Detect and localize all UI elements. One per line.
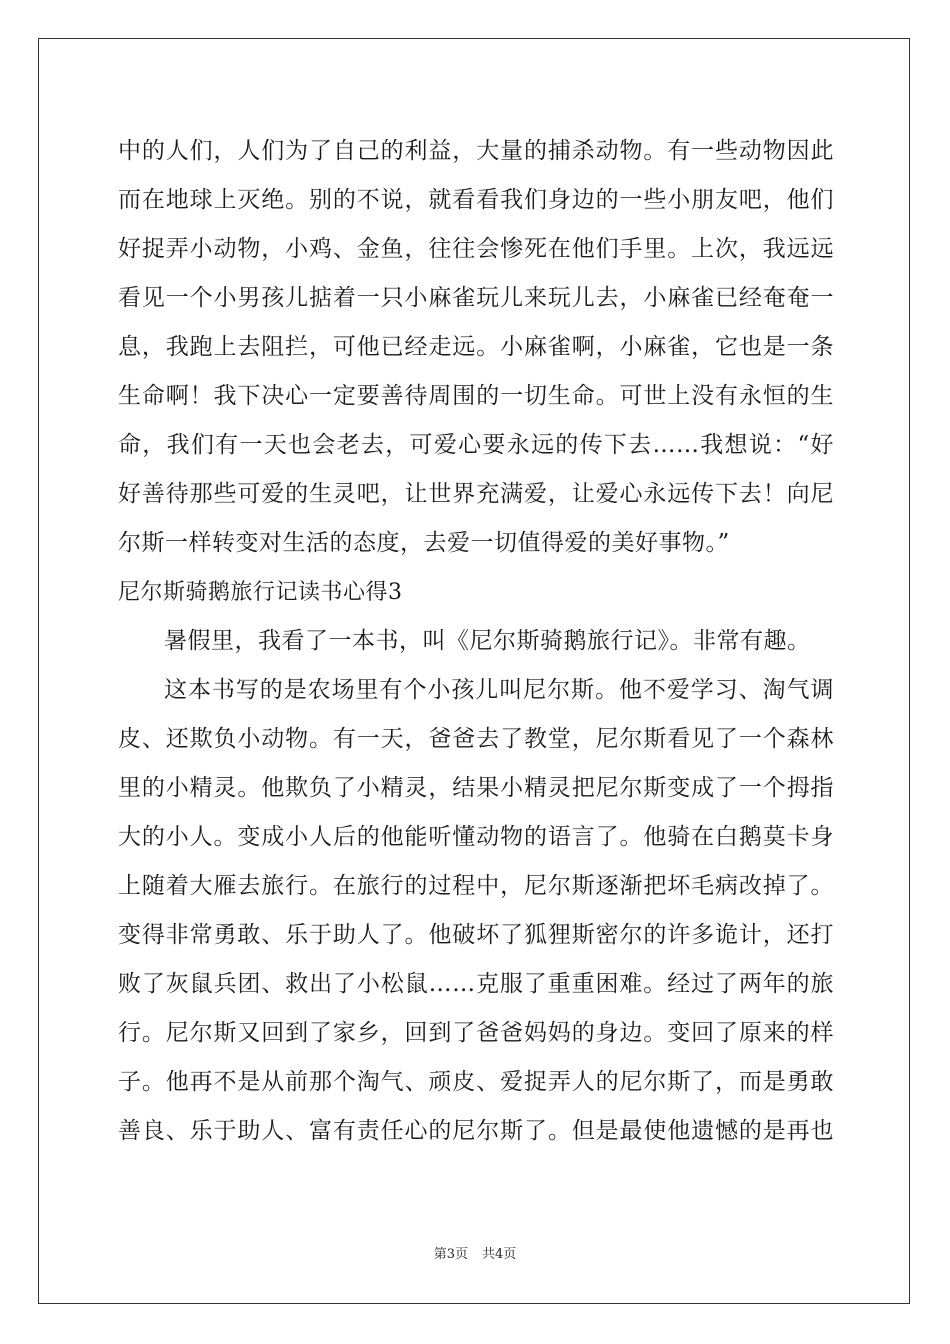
text-line: 子。他再不是从前那个淘气、顽皮、爱捉弄人的尼尔斯了，而是勇敢	[118, 1069, 834, 1095]
text-line: 变得非常勇敢、乐于助人了。他破坏了狐狸斯密尔的许多诡计，还打	[118, 922, 834, 948]
text-line: 命，我们有一天也会老去，可爱心要永远的传下去……我想说：“好	[118, 432, 834, 458]
page-footer	[0, 1245, 950, 1265]
text-line: 暑假里，我看了一本书，叫《尼尔斯骑鹅旅行记》。非常有趣。	[164, 628, 811, 654]
text-line: 里的小精灵。他欺负了小精灵，结果小精灵把尼尔斯变成了一个拇指	[118, 775, 834, 801]
text-line: 败了灰鼠兵团、救出了小松鼠……克服了重重困难。经过了两年的旅	[118, 971, 834, 997]
text-line: 看见一个小男孩儿掂着一只小麻雀玩儿来玩儿去，小麻雀已经奄奄一	[118, 285, 834, 311]
text-line: 上随着大雁去旅行。在旅行的过程中，尼尔斯逐渐把坏毛病改掉了。	[118, 873, 834, 899]
text-line: 生命啊！我下决心一定要善待周围的一切生命。可世上没有永恒的生	[118, 383, 834, 409]
text-line: 中的人们，人们为了自己的利益，大量的捕杀动物。有一些动物因此	[118, 138, 834, 164]
text-line: 好捉弄小动物，小鸡、金鱼，往往会惨死在他们手里。上次，我远远	[118, 236, 834, 262]
page-number: 第3页	[433, 1247, 468, 1262]
text-line: 尔斯一样转变对生活的态度，去爱一切值得爱的美好事物。”	[118, 530, 730, 556]
section-heading: 尼尔斯骑鹅旅行记读书心得3	[118, 580, 403, 605]
text-line: 行。尼尔斯又回到了家乡，回到了爸爸妈妈的身边。变回了原来的样	[118, 1020, 834, 1046]
text-line: 皮、还欺负小动物。有一天，爸爸去了教堂，尼尔斯看见了一个森林	[118, 726, 834, 752]
text-line: 这本书写的是农场里有个小孩儿叫尼尔斯。他不爱学习、淘气调	[164, 677, 834, 703]
text-line: 而在地球上灭绝。别的不说，就看看我们身边的一些小朋友吧，他们	[118, 187, 834, 213]
text-line: 大的小人。变成小人后的他能听懂动物的语言了。他骑在白鹅莫卡身	[118, 824, 834, 850]
text-line: 好善待那些可爱的生灵吧，让世界充满爱，让爱心永远传下去！向尼	[118, 481, 834, 507]
text-line: 息，我跑上去阻拦，可他已经走远。小麻雀啊，小麻雀，它也是一条	[118, 334, 834, 360]
text-line: 善良、乐于助人、富有责任心的尼尔斯了。但是最使他遗憾的是再也	[118, 1118, 834, 1144]
page-total: 共4页	[482, 1247, 517, 1262]
document-body	[118, 127, 834, 1156]
